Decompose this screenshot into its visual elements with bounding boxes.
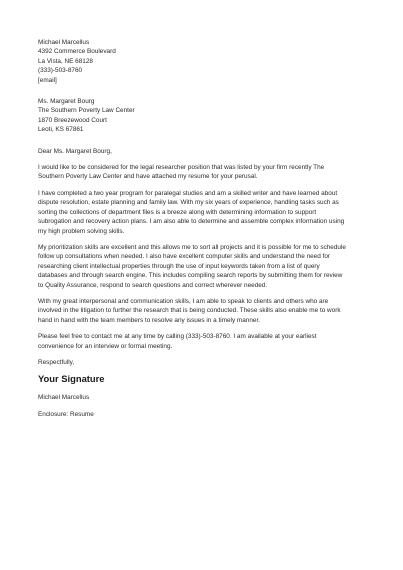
recipient-name: Ms. Margaret Bourg: [38, 98, 95, 106]
recipient-city: Leoti, KS 67861: [38, 126, 84, 134]
paragraph-line: My prioritization skills are excellent and this allows me to sort all projects and it is possible for me to schedule: [38, 243, 346, 251]
sender-name: Michael Marcellus: [38, 39, 90, 46]
signed-name: Michael Marcellus: [38, 394, 90, 402]
paragraph-line: I have completed a two year program for paralegal studies and am a skilled writer and have learned about: [38, 189, 338, 197]
paragraph-line: hand in hand with the team members to resolve any issues in a timely manner.: [38, 316, 261, 324]
paragraph-line: to Quality Assurance, respond to search questions and correct wherever needed.: [38, 281, 268, 289]
sender-phone: (333)-503-8760: [38, 67, 83, 75]
recipient-org: The Southern Poverty Law Center: [38, 107, 135, 115]
paragraph-line: sorting the collections of department files is a breeze along with determining information to support: [38, 208, 317, 216]
paragraph-line: involved in the litigation to further the research that is being conducted. These skills also enable me to work: [38, 307, 341, 315]
salutation: Dear Ms. Margaret Bourg,: [38, 147, 112, 155]
paragraph-1: [38, 163, 368, 182]
paragraph-line: Southern Poverty Law Center and have attached my resume for your perusal.: [38, 173, 258, 181]
enclosure: Enclosure: Resume: [38, 410, 94, 418]
paragraph-line: dispute resolution, estate planning and family law. With my six years of experience, handling tasks such as: [38, 199, 339, 207]
sender-street: 4392 Commerce Boulevard: [38, 48, 116, 56]
paragraph-line: follow up consultations when needed. I also have excellent computer skills and understand the need for: [38, 253, 331, 261]
paragraph-2: [38, 189, 368, 236]
paragraph-4: [38, 297, 368, 325]
paragraph-line: databases and through search engine. This includes compiling search reports by submitting them for review: [38, 272, 343, 280]
recipient-address: [38, 97, 368, 135]
recipient-street: 1870 Breezewood Court: [38, 116, 107, 124]
paragraph-line: my high problem solving skills.: [38, 227, 125, 235]
paragraph-line: Please feel free to contact me at any time by calling (333)-503-8760. I am available at your earliest: [38, 333, 317, 341]
paragraph-line: subrogation and recovery action plans. I am also able to determine and assemble complex information using: [38, 218, 345, 226]
paragraph-3: [38, 243, 368, 290]
paragraph-line: researching client intellectual properties through the use of input keywords taken from a list of query: [38, 262, 320, 270]
signature: Your Signature: [38, 373, 105, 385]
paragraph-line: I would like to be considered for the legal researcher position that was listed by your firm recently The: [38, 164, 325, 172]
sender-city: La Vista, NE 68128: [38, 57, 93, 65]
paragraph-5: [38, 332, 368, 351]
sender-email: [email]: [38, 76, 57, 84]
paragraph-line: With my great interpersonal and communication skills, I am able to speak to clients and others who are: [38, 297, 329, 305]
closing: Respectfully,: [38, 358, 75, 366]
paragraph-line: convenience for an interview or formal meeting.: [38, 342, 173, 350]
sender-address: [38, 38, 368, 85]
letter-page: [38, 38, 368, 419]
